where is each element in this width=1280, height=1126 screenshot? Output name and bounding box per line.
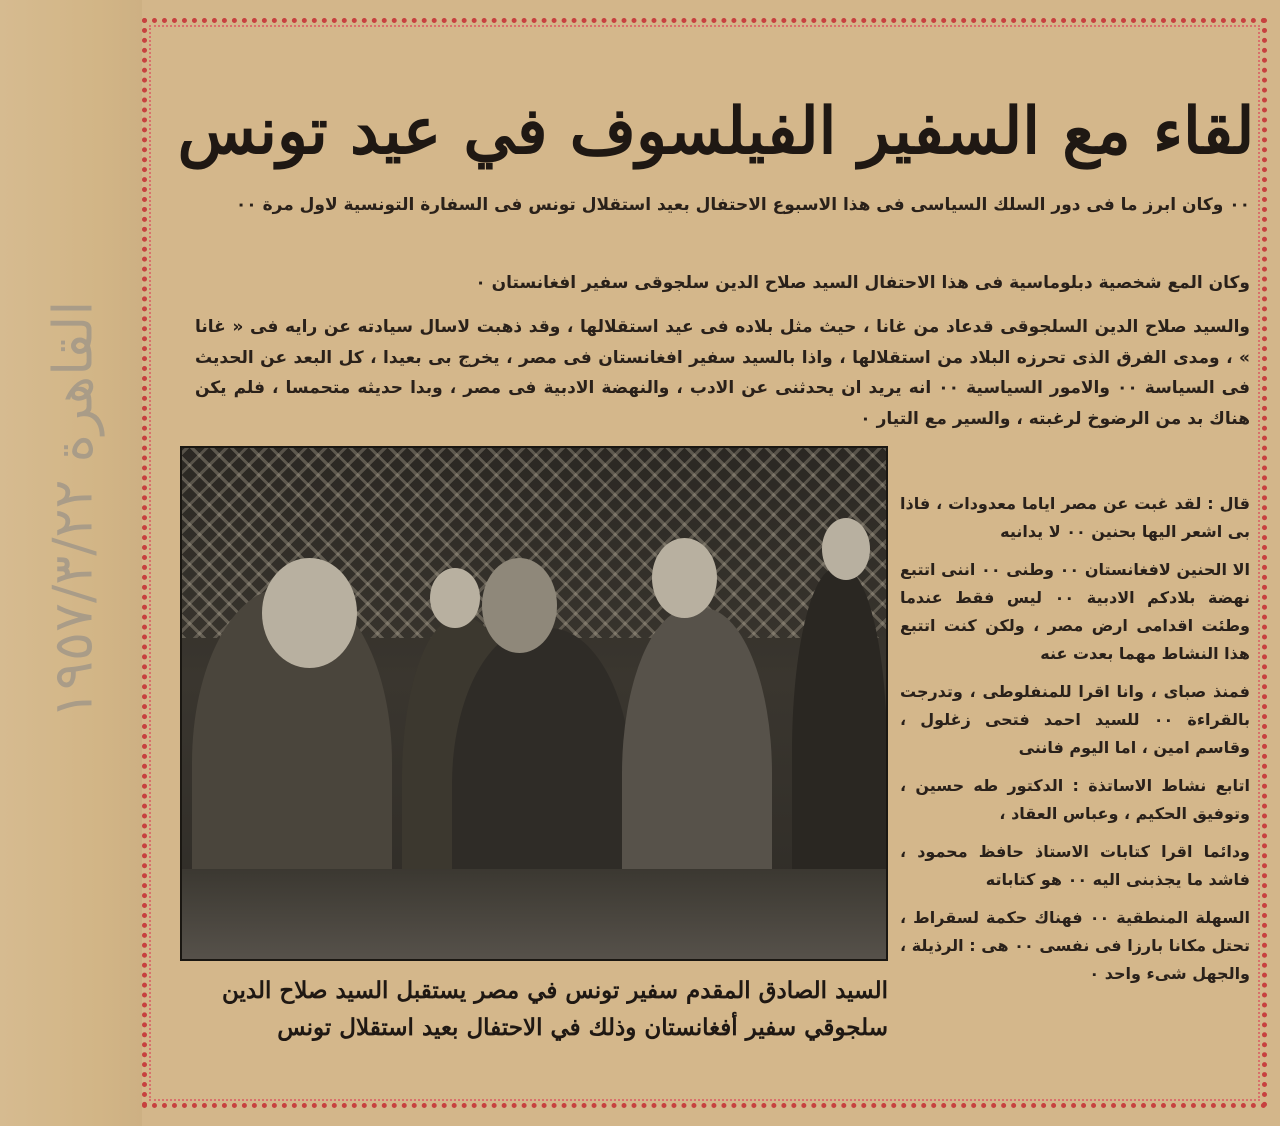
notable-paragraph: وكان المع شخصية دبلوماسية فى هذا الاحتفال السيد صلاح الدين سلجوقى سفير افغانستان ٠ [475,273,1250,293]
photo-figure-head [430,568,480,628]
right-column [900,490,1250,998]
column-paragraph: قال : لقد غبت عن مصر اياما معدودات ، فاذا بى اشعر اليها بحنين ٠٠ لا يدانيه [900,494,1250,541]
column-paragraph: السهلة المنطقية ٠٠ فهناك حكمة لسقراط ، تحتل مكانا بارزا فى نفسى ٠٠ هى : الرذيلة ، والجهل شىء واحد ٠ [900,908,1251,983]
column-paragraph: ودائما اقرا كتابات الاستاذ حافظ محمود ، فاشد ما يجذبنى اليه ٠٠ هو كتاباته [900,842,1250,889]
photo-figure-head [482,558,557,653]
photo-figure-head [652,538,717,618]
column-paragraph: اتابع نشاط الاساتذة : الدكتور طه حسين ، وتوفيق الحكيم ، وعباس العقاد ، [900,776,1250,823]
column-paragraph: الا الحنين لافغانستان ٠٠ وطنى ٠٠ اننى اتتبع نهضة بلادكم الادبية ٠٠ ليس فقط عندما وطئت اقدامى ارض مصر ، ولكن كنت اتتبع هذا النشاط مهما بعدت عنه [900,560,1251,663]
photo-figure-head [262,558,357,668]
photo-figure-head [822,518,870,580]
event-photo [180,446,888,961]
photo-caption: السيد الصادق المقدم سفير تونس في مصر يستقبل السيد صلاح الدين سلجوقي سفير أفغانستان وذلك في الاحتفال بعيد استقلال تونس [221,977,888,1041]
photo-floor [182,869,888,959]
main-paragraph: والسيد صلاح الدين السلجوقى قدعاد من غانا ، حيث مثل بلاده فى عيد استقلالها ، وقد ذهبت لاسال سيادته عن رايه فى « غانا » ، ومدى الفرق الذى تحرزه البلاد من استقلالها ، واذا بالسيد سفير افغانستان فى مصر ، يخرج بى بعيدا ، كل البعد عن الحديث فى السياسة ٠٠ والامور السياسية ٠٠ انه يريد ان يحدثنى عن الادب ، والنهضة الادبية فى مصر ، وبدا حديثه متحمسا ، فلم يكن هناك بد من الرضوخ لرغبته ، والسير مع التيار ٠ [195,317,1251,429]
column-paragraph: فمنذ صباى ، وانا اقرا للمنفلوطى ، وتدرجت بالقراءة ٠٠ للسيد احمد فتحى زغلول ، وقاسم امين ، اما اليوم فاننى [900,682,1250,757]
headline: لقاء مع السفير الفيلسوف في عيد تونس [177,94,1255,169]
handwritten-date-note: القاهرة ١٩٥٧/٣/٢٢ [41,300,105,720]
intro-paragraph: ٠٠ وكان ابرز ما فى دور السلك السياسى فى هذا الاسبوع الاحتفال بعيد استقلال تونس فى السفارة التونسية لاول مرة ٠٠ [235,195,1250,215]
